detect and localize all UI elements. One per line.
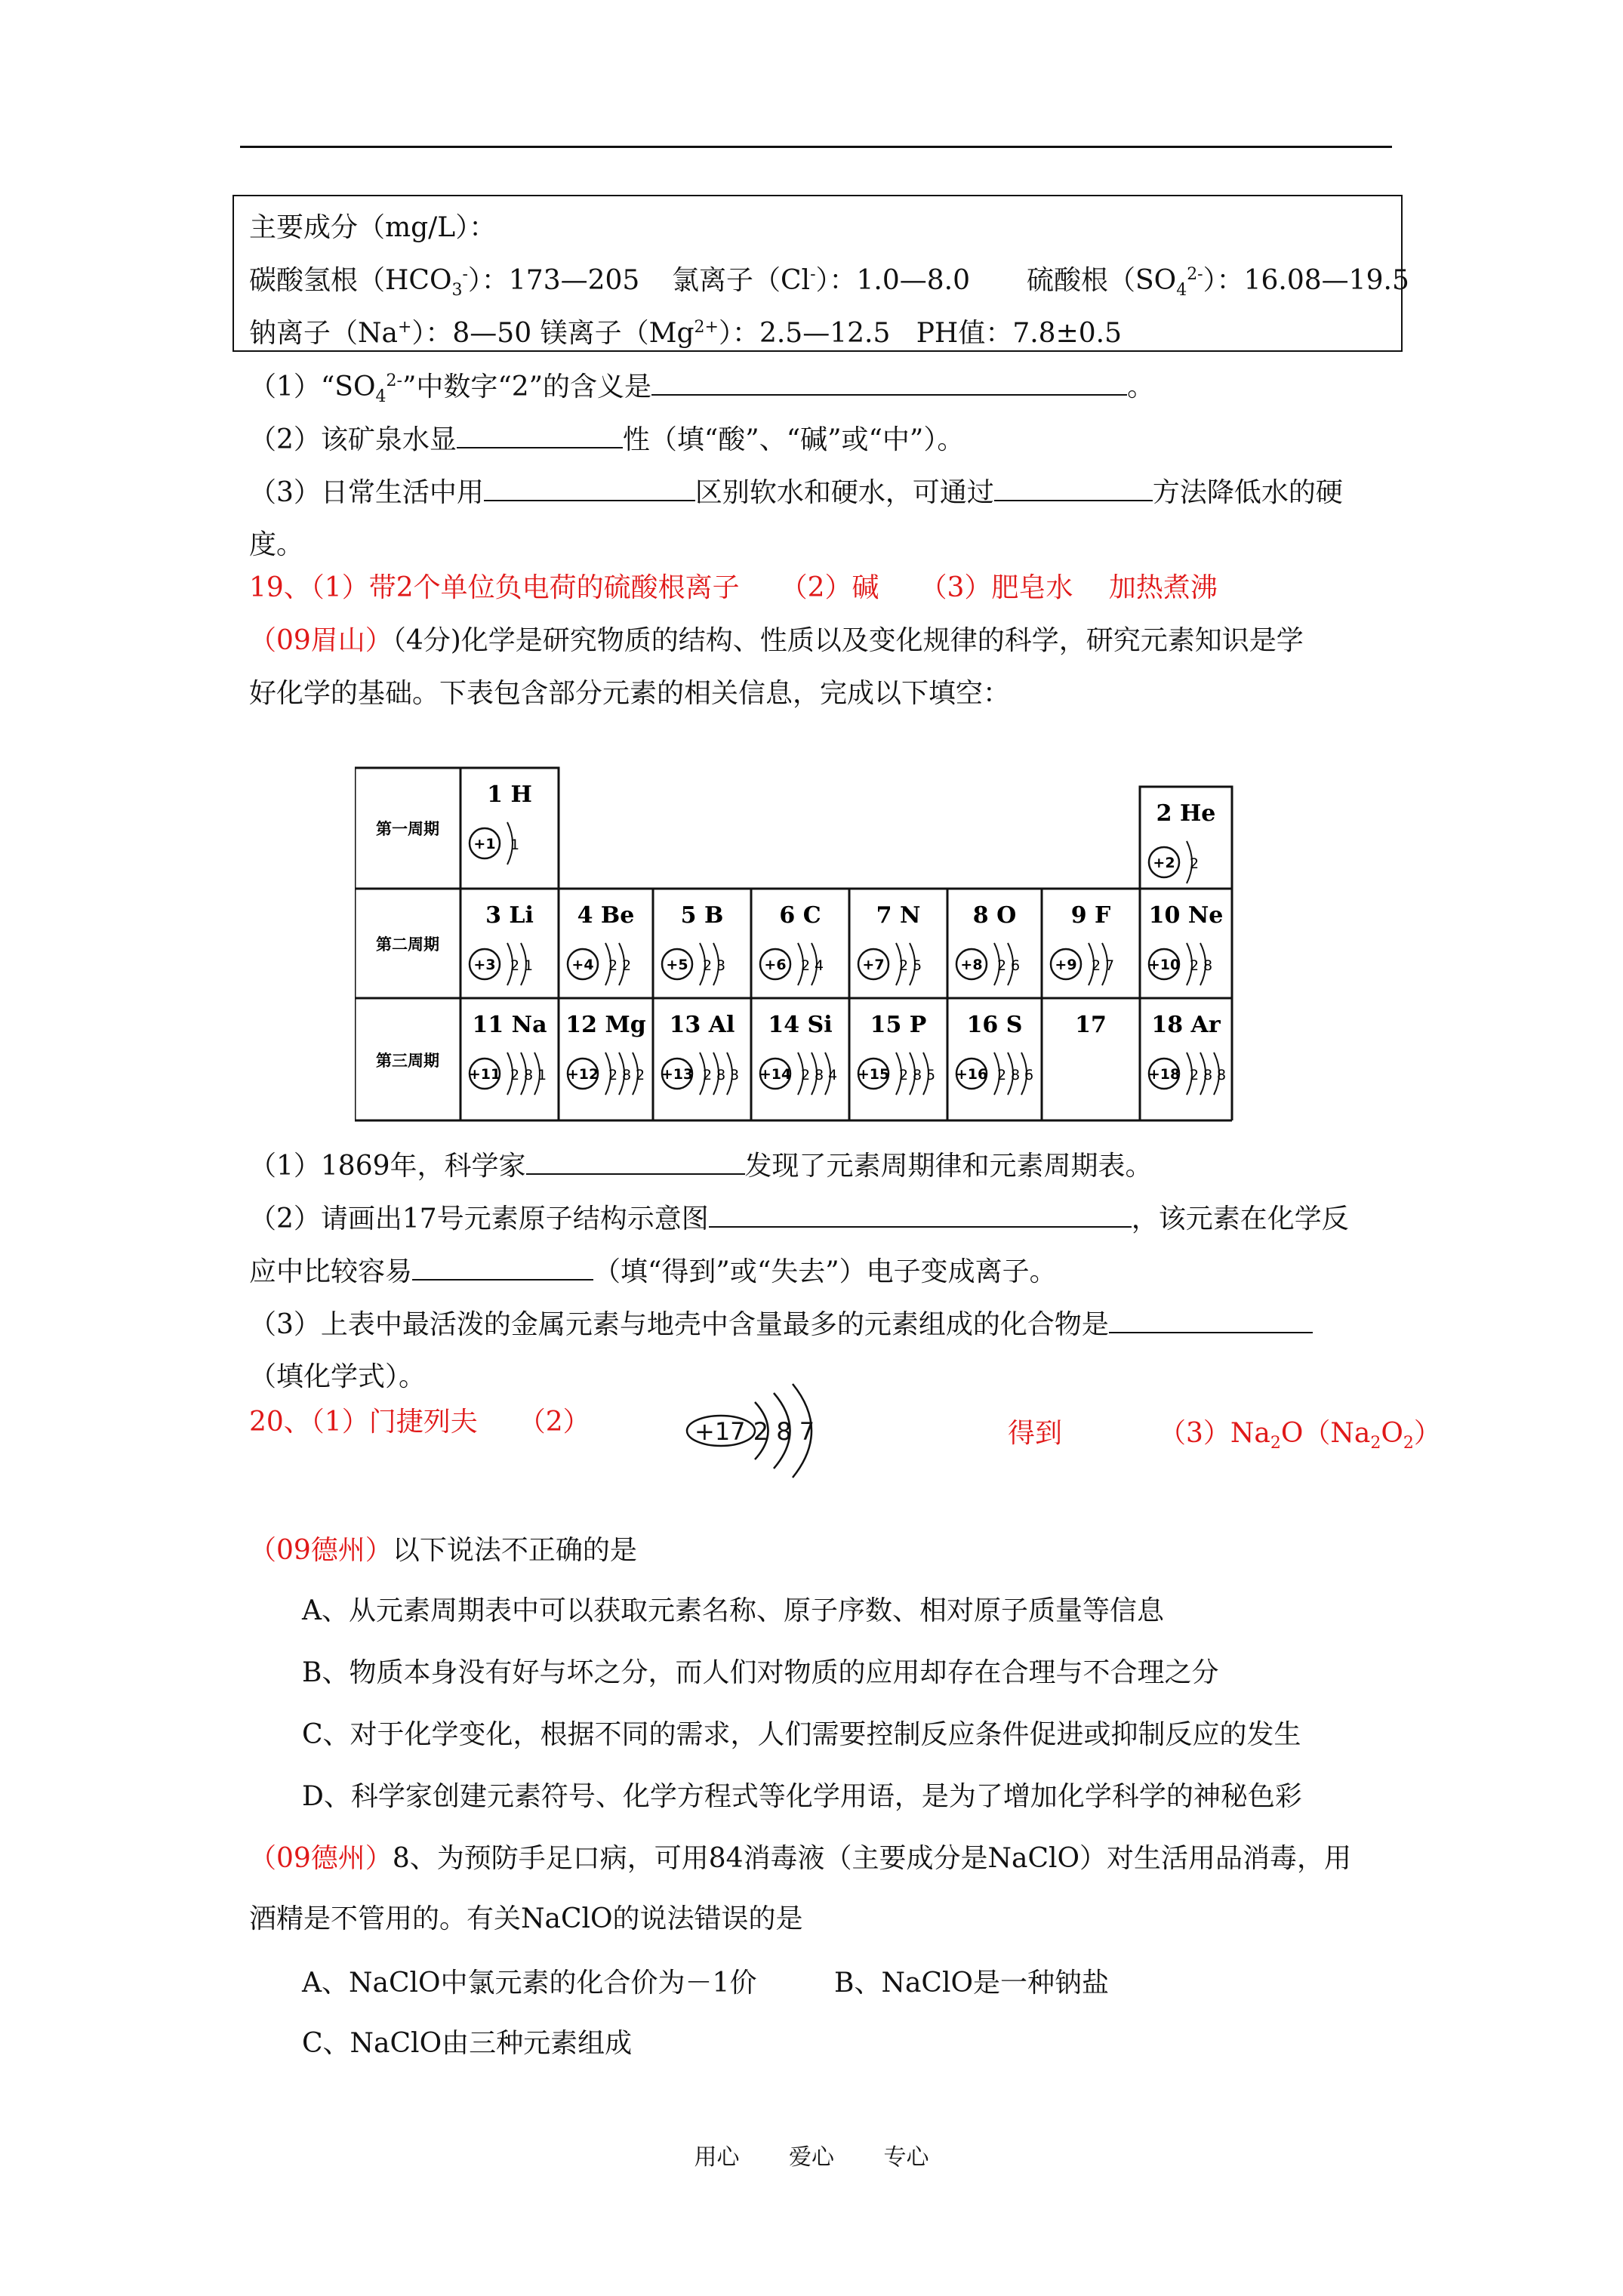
element-label: 2 He <box>1156 800 1216 827</box>
shell-electron-count: 5 <box>913 957 922 974</box>
info-line-3: 钠离子（Na+）：8—50 镁离子$(Mg^{2+})$：2.5—12.5 PH值：7.8±0.5 <box>249 318 1122 349</box>
q22-option-b: B、NaClO是一种钠盐 <box>834 1968 1109 1999</box>
nucleus-charge: +14 <box>759 1066 792 1083</box>
period-label: 第一周期 <box>376 820 439 838</box>
info-line-2: 碳酸氢根$(HCO_3^-)$：173—205 <box>249 265 640 300</box>
q21-option-a: A、从元素周期表中可以获取元素名称、原子序数、相对原子质量等信息 <box>302 1595 1164 1626</box>
shell-electron-count: 2 <box>608 957 618 974</box>
shell-electron-count: 7 <box>1105 957 1115 974</box>
shell-electron-count: 2 <box>801 1067 811 1083</box>
element-cell <box>1075 1012 1107 1038</box>
q19-part3-cont: 度。 <box>249 529 304 560</box>
element-cell <box>661 1012 739 1095</box>
nucleus-charge: +8 <box>960 957 983 973</box>
nucleus-charge: +2 <box>1153 855 1175 871</box>
q20-part2-cont: 应中比较容易 （填“得到”或“失去”）电子变成离子。 <box>249 1253 1057 1290</box>
q20-intro-line2: 好化学的基础。下表包含部分元素的相关信息，完成以下填空： <box>249 678 1011 709</box>
shell-electron-count: 8 <box>1203 957 1213 974</box>
q19-blank-3[interactable] <box>484 474 695 501</box>
shell-electron-count: 1 <box>537 1067 547 1083</box>
q19-blank-2[interactable] <box>457 421 623 448</box>
q21-stem: （09德州）以下说法不正确的是 <box>249 1535 637 1566</box>
shell-electron-count: 2 <box>1092 957 1101 974</box>
q20-part3-cont: （填化学式）。 <box>249 1361 427 1392</box>
footer-word-1: 用心 <box>694 2144 740 2171</box>
page-footer <box>0 2138 1623 2171</box>
element-label: 9 F <box>1070 902 1111 929</box>
nucleus-charge: +15 <box>857 1066 890 1083</box>
element-label: 10 Ne <box>1148 902 1224 929</box>
shell-electron-count: 2 <box>801 957 811 974</box>
q20-part3: （3）上表中最活泼的金属元素与地壳中含量最多的元素组成的化合物是 <box>249 1306 1313 1343</box>
nucleus-charge: +5 <box>666 957 688 973</box>
element-label: 17 <box>1075 1012 1107 1038</box>
element-label: 18 Ar <box>1151 1012 1221 1038</box>
shell-electron-count: 2 <box>510 1067 520 1083</box>
q20-part2: （2）请画出17号元素原子结构示意图 ，该元素在化学反 <box>249 1200 1349 1237</box>
element-label: 14 Si <box>768 1012 833 1038</box>
info-chloride: 氯离子（Cl-）：1.0—8.0 <box>672 265 971 296</box>
element-cell <box>759 1012 837 1095</box>
nucleus-charge: +6 <box>764 957 787 973</box>
shell-electron-count: 1 <box>510 837 520 853</box>
periodic-table-figure <box>355 764 1246 1134</box>
element-cell <box>956 902 1020 985</box>
q19-blank-4[interactable] <box>994 474 1153 501</box>
element-cell <box>1149 800 1215 883</box>
shell-electron-count: 8 <box>1217 1067 1227 1083</box>
element-cell <box>858 1012 935 1095</box>
shell-electron-count: 4 <box>828 1067 838 1083</box>
element-label: 11 Na <box>472 1012 547 1038</box>
element-cell <box>470 781 532 864</box>
q22-stem-line2: 酒精是不管用的。有关NaClO的说法错误的是 <box>249 1903 803 1934</box>
info-line-1: 主要成分（mg/L）： <box>249 212 497 243</box>
shell-electron-count: 8 <box>716 1067 726 1083</box>
footer-word-3: 专心 <box>883 2144 929 2171</box>
nucleus-charge: +3 <box>473 957 496 973</box>
nucleus-charge: +10 <box>1147 957 1181 973</box>
q20-answer-part2: 得到 <box>1008 1418 1063 1449</box>
shell-electron-count: 2 <box>899 1067 909 1083</box>
element-cell <box>568 902 634 985</box>
element-label: 4 Be <box>577 902 635 929</box>
period-label: 第三周期 <box>376 1052 439 1070</box>
nucleus-charge: +16 <box>955 1066 988 1083</box>
q20-blank-2[interactable] <box>709 1200 1132 1228</box>
header-rule <box>240 146 1392 148</box>
q20-part1: （1）1869年，科学家 发现了元素周期律和元素周期表。 <box>249 1148 1153 1185</box>
element-cell <box>662 902 725 985</box>
element-label: 8 O <box>972 902 1017 929</box>
element-label: 6 C <box>779 902 821 929</box>
element-label: 1 H <box>487 781 532 808</box>
shell-electron-count: 3 <box>730 1067 740 1083</box>
q21-option-d: D、科学家创建元素符号、化学方程式等化学用语，是为了增加化学科学的神秘色彩 <box>302 1781 1302 1812</box>
element-cell <box>760 902 824 985</box>
q20-intro-line1: （09眉山）（4分)化学是研究物质的结构、性质以及变化规律的科学，研究元素知识是学 <box>249 625 1304 656</box>
chlorine-atom-structure-diagram <box>679 1370 845 1484</box>
q22-option-a: A、NaClO中氯元素的化合价为－1价 <box>302 1968 757 1999</box>
element-cell <box>470 902 534 985</box>
shell-electron-count: 5 <box>926 1067 936 1083</box>
shell-electron-count: 2 <box>622 957 632 974</box>
nucleus-charge: +18 <box>1147 1066 1181 1083</box>
element-label: 16 S <box>966 1012 1023 1038</box>
shell-electron-count: 2 <box>1190 957 1200 974</box>
nucleus-charge: +9 <box>1055 957 1077 973</box>
shell-electron-count: 8 <box>913 1067 922 1083</box>
shell-electron-count: 8 <box>1011 1067 1021 1083</box>
element-label: 3 Li <box>485 902 534 929</box>
shell-electron-count: 2 <box>703 1067 713 1083</box>
shell-electron-count: 6 <box>1011 957 1021 974</box>
nucleus-charge: +13 <box>661 1066 694 1083</box>
shell-electron-count: 2 <box>703 957 713 974</box>
shell-electron-count: 1 <box>524 957 534 974</box>
info-sulfate: 硫酸根$(SO_4^{2-})$：16.08—19.5 <box>1027 265 1409 300</box>
nucleus-charge: +7 <box>862 957 885 973</box>
q19-part1: $(1)“SO_4^{2-}$”中数字“2”的含义是 。 <box>249 368 1154 405</box>
q20-blank-3[interactable] <box>412 1253 593 1281</box>
element-label: 7 N <box>876 902 921 929</box>
q19-answer: 19、（1）带2个单位负电荷的硫酸根离子 （2）碱 （3）肥皂水 加热煮沸 <box>249 572 1218 603</box>
shell-electron-count: 8 <box>524 1067 534 1083</box>
shell-electron-count: 2 <box>899 957 909 974</box>
q20-answer-part3: $(3)Na_2O(Na_2O_2)$ <box>1159 1418 1441 1453</box>
element-cell <box>469 1012 547 1095</box>
q20-answer-part1: 20、（1）门捷列夫 （2） <box>249 1407 590 1438</box>
element-cell <box>1148 902 1224 985</box>
chlorine-diagram-label: +17 2 8 7 <box>694 1417 815 1446</box>
shell-electron-count: 4 <box>815 957 824 974</box>
element-cell <box>1148 1012 1226 1095</box>
shell-electron-count: 6 <box>1024 1067 1034 1083</box>
footer-word-2: 爱心 <box>789 2144 834 2171</box>
q20-blank-1[interactable] <box>526 1148 745 1175</box>
nucleus-charge: +12 <box>566 1066 599 1083</box>
element-cell <box>565 1012 645 1095</box>
period-label: 第二周期 <box>376 935 439 954</box>
q21-option-c: C、对于化学变化，根据不同的需求，人们需要控制反应条件促进或抑制反应的发生 <box>302 1719 1301 1750</box>
q22-stem-line1: （09德州）8、为预防手足口病，可用84消毒液（主要成分是NaClO）对生活用品消毒，用 <box>249 1843 1352 1874</box>
shell-electron-count: 2 <box>997 1067 1007 1083</box>
element-cell <box>1051 902 1114 985</box>
element-label: 15 P <box>870 1012 927 1038</box>
element-label: 5 B <box>680 902 724 929</box>
shell-electron-count: 2 <box>510 957 520 974</box>
nucleus-charge: +1 <box>473 836 496 852</box>
shell-electron-count: 2 <box>1190 855 1200 872</box>
shell-electron-count: 2 <box>997 957 1007 974</box>
shell-electron-count: 2 <box>1190 1067 1200 1083</box>
element-cell <box>956 1012 1033 1095</box>
shell-electron-count: 8 <box>815 1067 824 1083</box>
shell-electron-count: 2 <box>608 1067 618 1083</box>
element-label: 12 Mg <box>565 1012 646 1038</box>
q21-option-b: B、物质本身没有好与坏之分，而人们对物质的应用却存在合理与不合理之分 <box>302 1657 1219 1688</box>
shell-electron-count: 3 <box>716 957 726 974</box>
nucleus-charge: +11 <box>468 1066 501 1083</box>
element-label: 13 Al <box>669 1012 735 1038</box>
shell-electron-count: 2 <box>636 1067 645 1083</box>
q20-blank-4[interactable] <box>1109 1306 1313 1333</box>
element-cell <box>858 902 922 985</box>
shell-electron-count: 8 <box>1203 1067 1213 1083</box>
shell-electron-count: 8 <box>622 1067 632 1083</box>
nucleus-charge: +4 <box>571 957 594 973</box>
q19-part2: （2）该矿泉水显 性（填“酸”、“碱”或“中”）。 <box>249 421 964 458</box>
q19-part3: （3）日常生活中用 区别软水和硬水，可通过 方法降低水的硬 <box>249 474 1343 511</box>
q19-blank-1[interactable] <box>651 368 1127 396</box>
q22-option-c: C、NaClO由三种元素组成 <box>302 2028 633 2059</box>
